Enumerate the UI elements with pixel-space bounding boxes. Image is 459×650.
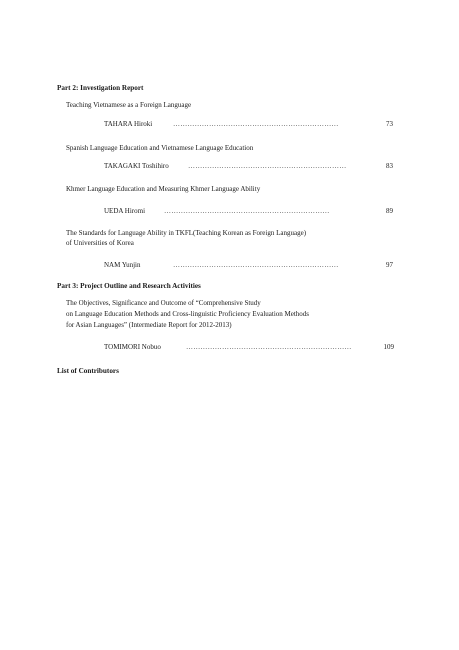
entry-author: TOMIMORI Nobuo (104, 343, 161, 351)
page-number: 97 (386, 261, 393, 269)
contributors-heading: List of Contributors (57, 367, 119, 375)
part2-heading: Part 2: Investigation Report (57, 84, 144, 92)
entry-title: Spanish Language Education and Vietnamese Language Education (66, 144, 254, 152)
dot-leader: ………………………………………………………… (188, 162, 347, 170)
page-number: 73 (386, 120, 393, 128)
entry-title-continued: of Universities of Korea (66, 239, 134, 247)
entry-author: TAKAGAKI Toshihiro (104, 162, 169, 170)
entry-title: Teaching Vietnamese as a Foreign Language (66, 101, 192, 109)
entry-title: The Objectives, Significance and Outcome of “Comprehensive Study (66, 299, 261, 307)
part3-heading: Part 3: Project Outline and Research Activities (57, 282, 201, 290)
dot-leader: …………………………………………………………… (186, 343, 352, 351)
page-number: 109 (383, 343, 394, 351)
page-number: 89 (386, 207, 393, 215)
entry-title: The Standards for Language Ability in TKFL(Teaching Korean as Foreign Language) (66, 229, 307, 237)
entry-author: UEDA Hiromi (104, 207, 146, 215)
page-number: 83 (386, 162, 393, 170)
entry-author: NAM Yunjin (104, 261, 141, 269)
entry-title-continued: for Asian Languages” (Intermediate Report for 2012-2013) (66, 321, 232, 329)
entry-title-continued: on Language Education Methods and Cross-linguistic Proficiency Evaluation Methods (66, 310, 310, 318)
entry-author: TAHARA Hiroki (104, 120, 153, 128)
entry-title: Khmer Language Education and Measuring Khmer Language Ability (66, 185, 261, 193)
dot-leader: …………………………………………………………… (173, 120, 339, 128)
dot-leader: …………………………………………………………… (164, 207, 330, 215)
dot-leader: …………………………………………………………… (173, 261, 339, 269)
